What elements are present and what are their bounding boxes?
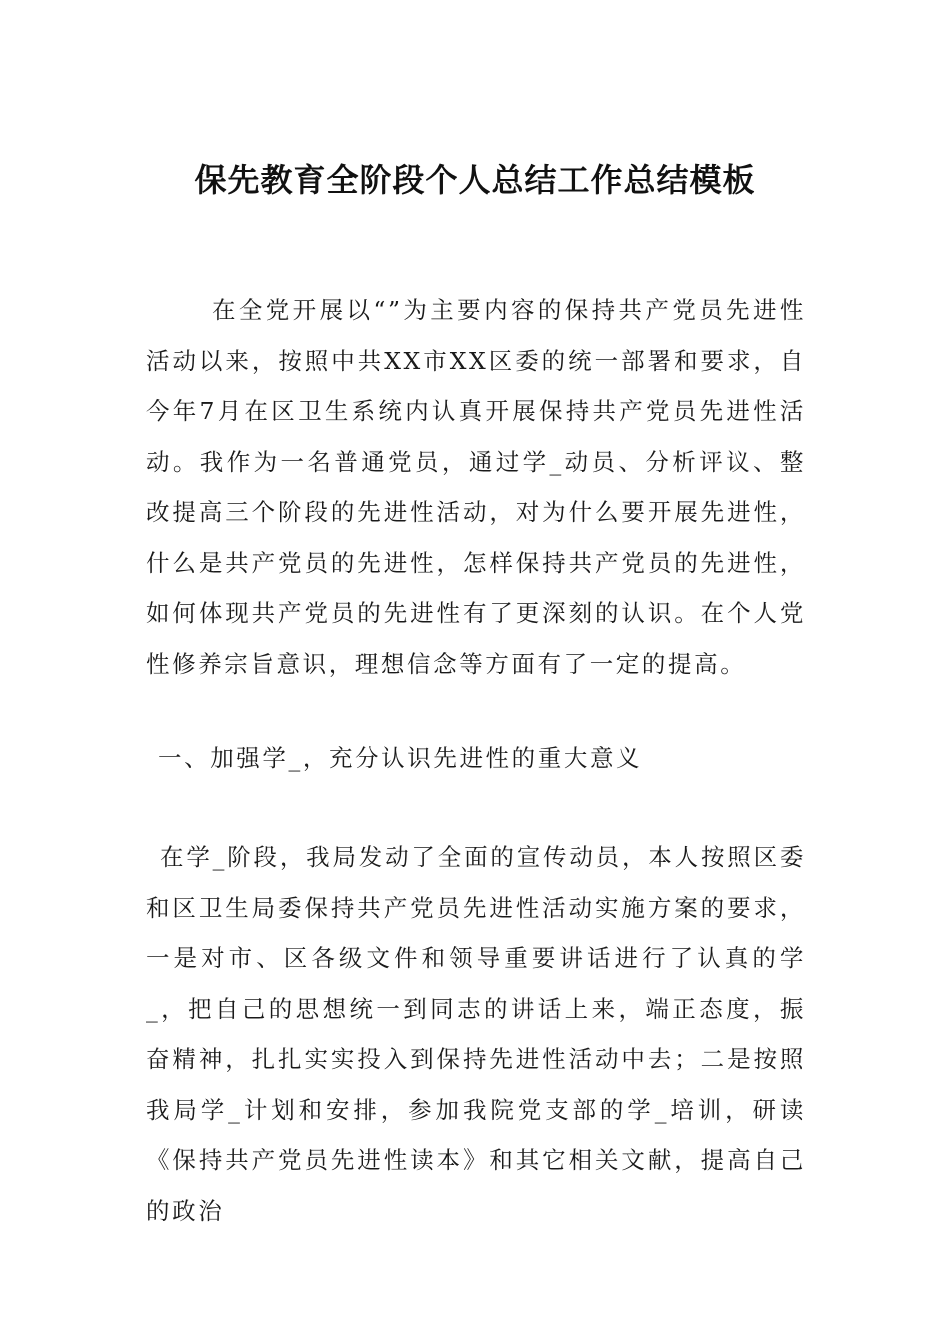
intro-paragraph: 在全党开展以“”为主要内容的保持共产党员先进性活动以来，按照中共XX市XX区委的统一部署和要求，自今年7月在区卫生系统内认真开展保持共产党员先进性活动。我作为一名普通党员，通过学_动员、分析评议、整改提高三个阶段的先进性活动，对为什么要开展先进性，什么是共产党员的先进性，怎样保持共产党员的先进性，如何体现共产党员的先进性有了更深刻的认识。在个人党性修养宗旨意识，理想信念等方面有了一定的提高。 [146, 296, 806, 678]
document-title: 保先教育全阶段个人总结工作总结模板 [194, 161, 756, 199]
section-1-paragraph: 在学_阶段，我局发动了全面的宣传动员，本人按照区委和区卫生局委保持共产党员先进性活动实施方案的要求，一是对市、区各级文件和领导重要讲话进行了认真的学_，把自己的思想统一到同志的讲话上来，端正态度，振奋精神，扎扎实实投入到保持先进性活动中去；二是按照我局学_计划和安排，参加我院党支部的学_培训，研读《保持共产党员先进性读本》和其它相关文献，提高自己的政治 [146, 843, 806, 1225]
section-heading-1: 一、加强学_，充分认识先进性的重大意义 [158, 744, 643, 772]
